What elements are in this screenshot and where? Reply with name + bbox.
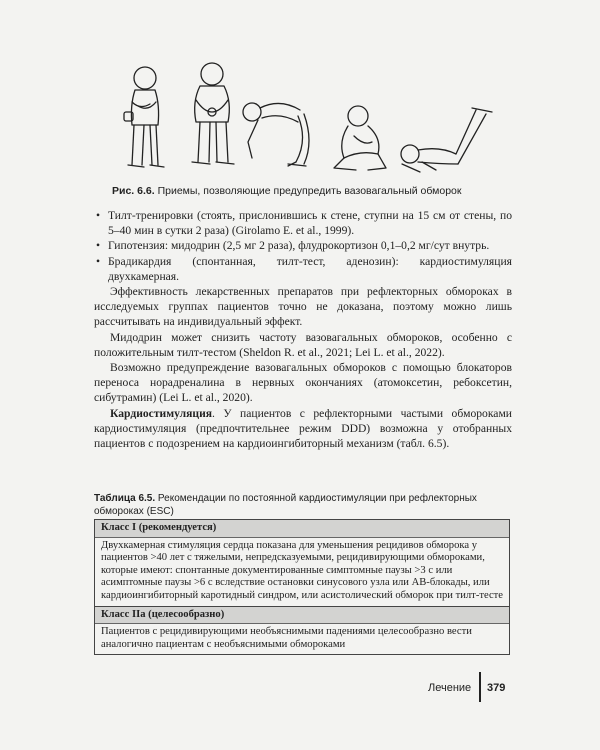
class-1-header: Класс I (рекомендуется)	[95, 520, 509, 538]
figure-squatting	[334, 106, 386, 170]
bullet-icon: •	[96, 239, 101, 253]
paragraph: Эффективность лекарственных препаратов при рефлекторных обмороках в исследуемых группах пациентов точно не доказана, поэтому можно лишь рассчитывать на индивидуальный эффект.	[94, 285, 512, 329]
paragraph: Возможно предупреждение вазовагальных обмороков с помощью блокаторов переноса норадреналина в нервных окончаниях (атомоксетин, ребоксетин, сибутрамин) (Lei L. et al., 2020).	[94, 361, 512, 405]
recommendation-table	[94, 519, 510, 655]
table-title	[94, 492, 514, 518]
list-item: • Брадикардия (спонтанная, тилт-тест, аденозин): кардиостимуляция двухкамерная.	[96, 254, 512, 283]
figure-standing-arms-crossed	[124, 67, 164, 167]
class-2a-header: Класс IIa (целесообразно)	[95, 606, 509, 625]
page-number: 379	[487, 682, 506, 694]
footer-divider	[479, 672, 481, 702]
list-item: • Тилт-тренировки (стоять, прислонившись к стене, ступни на 15 см от стены, по 5–40 мин в сутки 2 раза) (Girolamo E. et al., 1999).	[96, 209, 512, 238]
bullet-icon: •	[96, 209, 101, 222]
figure-lying-legs-raised	[401, 108, 492, 172]
syncope-prevention-illustration	[120, 50, 500, 182]
running-footer-section: Лечение	[428, 682, 472, 694]
body-text	[94, 208, 512, 451]
figure-bending-forward	[243, 103, 309, 166]
class-1-body: Двухкамерная стимуляция сердца показана для уменьшения рецидивов обморока у пациентов >40 лет с тяжелыми, непредсказуемыми, рецидивирующими обмороками, которые имеют: спонтанные документированные симптомные паузы >3 с или асимптомные паузы >6 с вследствие остановки синусового узла или АВ-блокады, или кардиоингибиторный каротидный синдром, или асистолический обморок при тилт-тесте	[101, 539, 503, 601]
bullet-icon: •	[96, 254, 101, 268]
class-2a-body: Пациентов с рецидивирующими необъяснимыми падениями целесообразно вести аналогично пациентам с необъяснимыми обмороками	[101, 626, 472, 650]
figure-standing-hand-grip	[192, 63, 234, 164]
paragraph: Мидодрин может снизить частоту вазовагальных обмороков, особенно с положительным тилт-тестом (Sheldon R. et al., 2021; Lei L. et al., 2022).	[94, 330, 512, 359]
paragraph: Кардиостимуляция. У пациентов с рефлекторными частыми обмороками кардиостимуляция (предпочтительнее режим DDD) возможна у отобранных пациентов с подозрением на кардиоингибиторный механизм (табл. 6.5).	[94, 406, 512, 451]
figure-caption-label: Рис. 6.6.	[112, 185, 155, 197]
table-title-text: Рекомендации по постоянной кардиостимуляции при рефлекторных обмороках (ESC)	[94, 493, 477, 517]
list-item: • Гипотензия: мидодрин (2,5 мг 2 раза), флудрокортизон 0,1–0,2 мг/сут внутрь.	[96, 239, 490, 253]
term-cardiostimulation: Кардиостимуляция	[110, 406, 213, 420]
figure-caption	[112, 185, 512, 197]
figure-caption-text: Приемы, позволяющие предупредить вазовагальный обморок	[154, 185, 462, 197]
table-title-label: Таблица 6.5.	[94, 493, 156, 504]
bullet-list	[94, 208, 512, 284]
